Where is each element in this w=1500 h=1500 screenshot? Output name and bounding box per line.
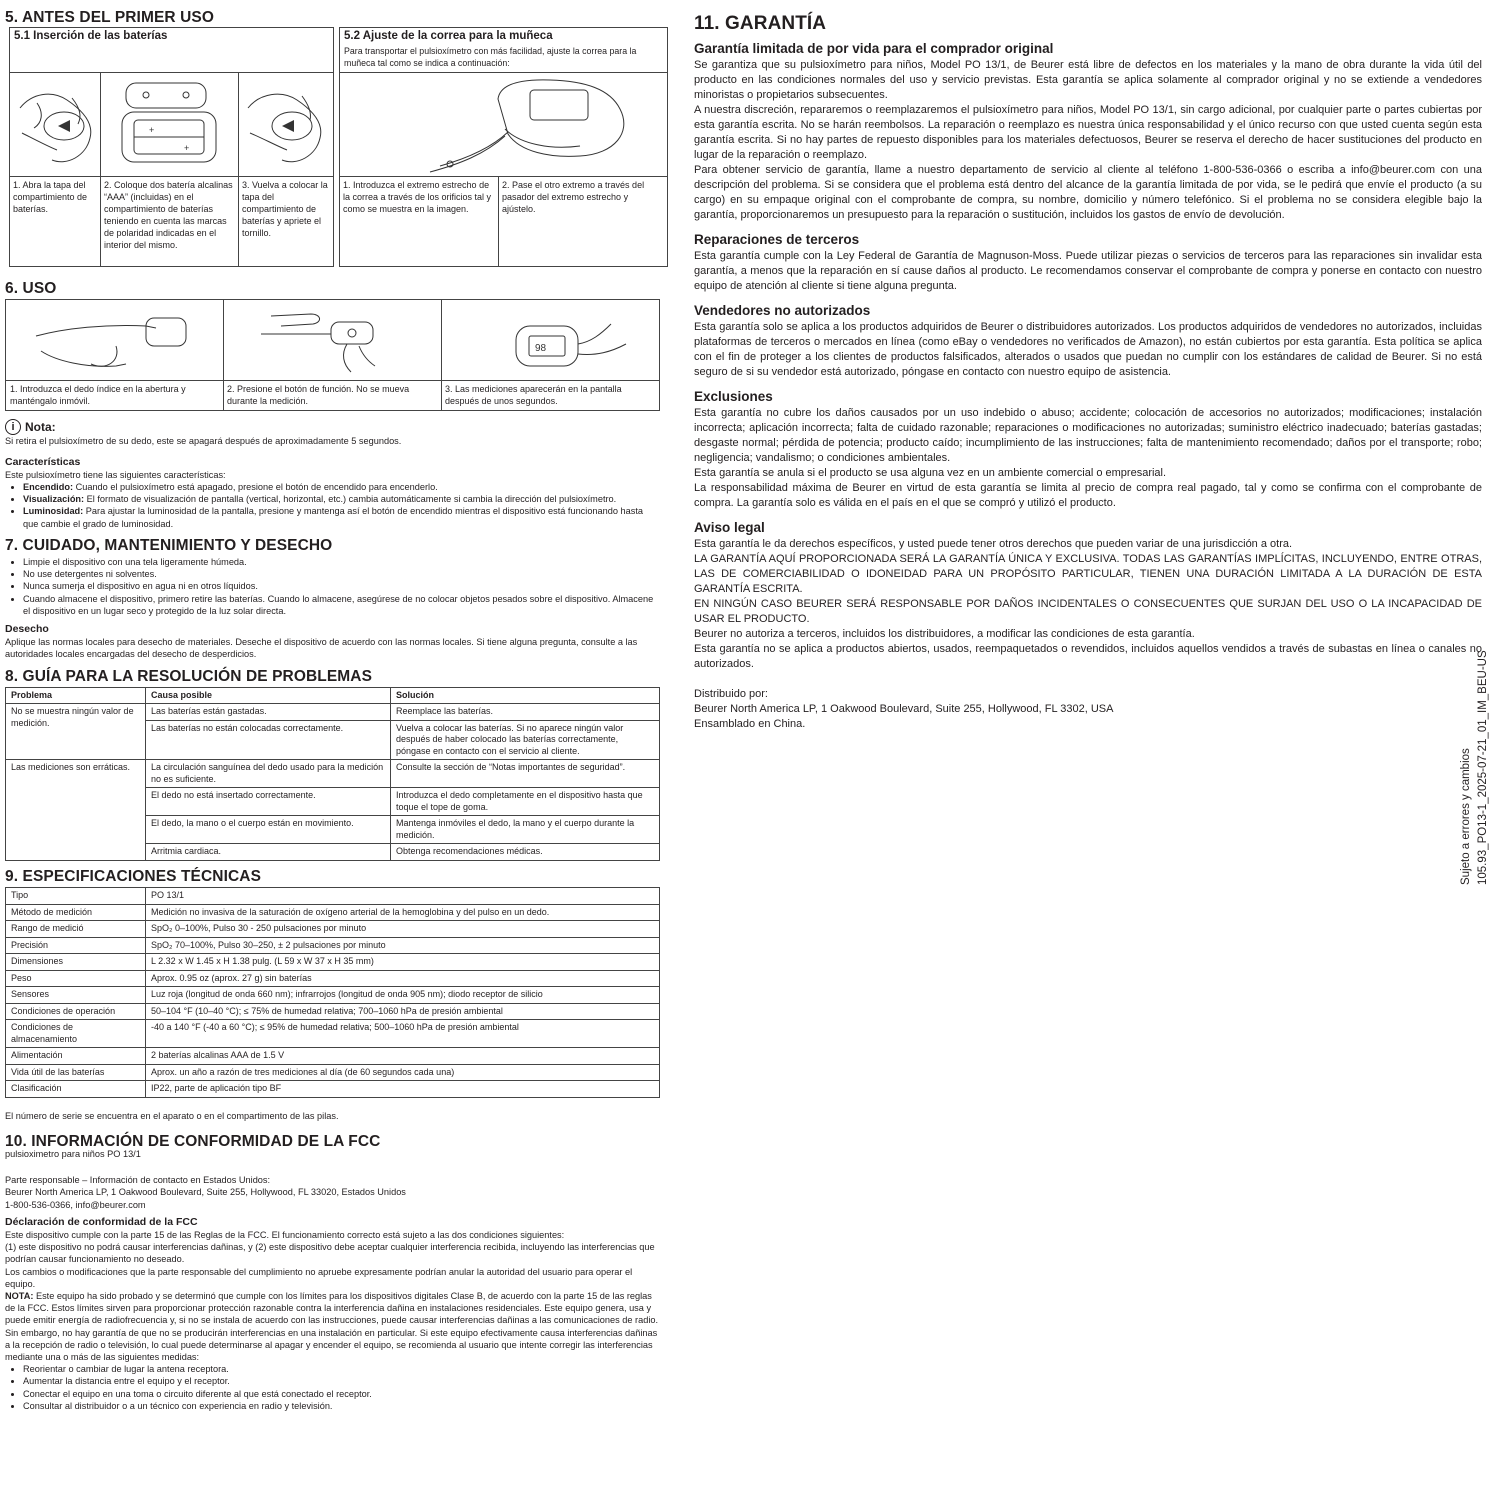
table-header: Solución <box>391 687 660 704</box>
care-item: • Nunca sumerja el dispositivo en agua ni en otros líquidos. <box>23 580 660 592</box>
warranty-paragraph: La responsabilidad máxima de Beurer en virtud de esta garantía se limita al precio de compra real pagado, tal y como se confirma con el comprobante de compra. La garantía solo es válida en el país en el que se compró y utilizó el producto. <box>694 482 1482 509</box>
table-row <box>6 987 660 1004</box>
wrist-strap-intro: Para transportar el pulsioxímetro con más facilidad, ajuste la correa para la muñeca tal como se indica a continuación: <box>344 46 637 68</box>
legal-paragraph: EN NINGÚN CASO BEURER SERÁ RESPONSABLE POR DAÑOS INCIDENTALES O CONSECUENTES QUE SURJAN DEL USO O LA INCAPACIDAD DE USAR EL PRODUCTO. <box>694 598 1482 625</box>
insert-batteries-illustration <box>104 78 236 172</box>
spec-label: Rango de medició <box>6 921 146 938</box>
spec-label: Clasificación <box>6 1081 146 1098</box>
legal-notice-title: Aviso legal <box>694 520 765 535</box>
reading-display-illustration <box>461 304 651 376</box>
side-disclaimer: Sujeto a errores y cambios <box>1460 748 1472 885</box>
spec-label: Precisión <box>6 937 146 954</box>
note-heading <box>5 419 660 435</box>
battery-insertion-box <box>9 27 334 267</box>
section-9-title: 9. ESPECIFICACIONES TÉCNICAS <box>5 867 262 885</box>
battery-step-3: 3. Vuelva a colocar la tapa del compartimiento de baterías y apriete el tornillo. <box>242 180 328 239</box>
table-row: Las baterías no están colocadas correctamente. Vuelva a colocar las baterías. Si no aparece ningún valor después de haber colocado las baterías correctamente, póngase en contacto con el servicio al cliente. <box>6 720 660 760</box>
legal-paragraph: Esta garantía no se aplica a productos abiertos, usados, reempaquetados o revendidos, incluidos aquellos vendidos a través de subastas en línea o canales no autorizados. <box>694 643 1482 670</box>
feature-item: • Visualización: El formato de visualización de pantalla (vertical, horizontal, etc.) cambia automáticamente si cambia la dirección del pulsioxímetro. <box>23 493 660 505</box>
table-row <box>6 1048 660 1065</box>
spec-label: Condiciones de almacenamiento <box>6 1020 146 1048</box>
serial-note: El número de serie se encuentra en el aparato o en el compartimento de las pilas. <box>5 1110 339 1121</box>
fcc-measure: • Consultar al distribuidor o a un técnico con experiencia en radio y televisión. <box>23 1400 660 1412</box>
usage-step-2: 2. Presione el botón de función. No se mueva durante la medición. <box>227 384 410 407</box>
spec-value: SpO₂ 70–100%, Pulso 30–250, ± 2 pulsaciones por minuto <box>146 937 660 954</box>
legal-paragraph: Esta garantía le da derechos específicos, y usted puede tener otros derechos que pueden variar de una jurisdicción a otra. <box>694 538 1293 550</box>
insert-finger-illustration <box>26 306 206 376</box>
disposal-title: Desecho <box>5 623 49 636</box>
spec-label: Condiciones de operación <box>6 1003 146 1020</box>
fcc-declaration-text: Los cambios o modificaciones que la parte responsable del cumplimiento no apruebe expresamente podrían anular la autoridad del usuario para operar el equipo. <box>5 1266 633 1289</box>
spec-value: IP22, parte de aplicación tipo BF <box>146 1081 660 1098</box>
table-row <box>6 954 660 971</box>
table-row <box>6 904 660 921</box>
fcc-declaration-title: Déclaración de conformidad de la FCC <box>5 1215 198 1228</box>
table-row <box>6 888 660 905</box>
care-item: • No use detergentes ni solventes. <box>23 568 660 580</box>
responsible-party-line: Beurer North America LP, 1 Oakwood Boulevard, Suite 255, Hollywood, FL 33020, Estados Unidos <box>5 1187 406 1198</box>
spec-label: Sensores <box>6 987 146 1004</box>
display-reading: 98 <box>535 343 547 355</box>
lifetime-warranty-title: Garantía limitada de por vida para el comprador original <box>694 41 1054 56</box>
care-item: • Limpie el dispositivo con una tela ligeramente húmeda. <box>23 556 660 568</box>
usage-step-3: 3. Las mediciones aparecerán en la pantalla después de unos segundos. <box>445 384 622 407</box>
side-footer <box>1458 650 1492 885</box>
warranty-paragraph: Esta garantía no cubre los daños causados por un uso indebido o abuso; accidente; colocación de accesorios no autorizados; modificaciones; instalación incorrecta; aplicación incorrecta; falta de cuidado razonable; reparaciones o modificaciones no autorizadas; suministro eléctrico inadecuado; baterías gastadas; desgaste normal; pérdida de potencia; producto caído; incumplimiento de las instrucciones; falta de mantenimiento recomendado; daños por el transporte; robo; negligencia; vandalismo; o condiciones ambientales. <box>694 407 1482 464</box>
battery-step-2: 2. Coloque dos batería alcalinas “AAA” (incluidas) en el compartimiento de baterías teniendo en cuenta las marcas de polaridad indicadas en el interior del mismo. <box>104 180 233 251</box>
press-button-illustration <box>251 304 421 376</box>
spec-value: 2 baterías alcalinas AAA de 1.5 V <box>146 1048 660 1065</box>
exclusions-title: Exclusiones <box>694 389 773 404</box>
table-row: Las mediciones son erráticas. La circulación sanguínea del dedo usado para la medición no es suficiente. Consulte la sección de “Notas importantes de seguridad”. <box>6 760 660 788</box>
right-column <box>694 13 1482 732</box>
features-title: Características <box>5 455 81 468</box>
distributor-line: Distribuido por: <box>694 688 768 700</box>
responsible-party-line: Parte responsable – Información de contacto en Estados Unidos: <box>5 1175 271 1186</box>
wrist-strap-illustration <box>410 74 660 174</box>
fcc-measure: • Reorientar o cambiar de lugar la antena receptora. <box>23 1363 660 1375</box>
fcc-measures-list <box>5 1363 660 1412</box>
specifications-table <box>5 887 660 1098</box>
distributor-line: Beurer North America LP, 1 Oakwood Boulevard, Suite 255, Hollywood, FL 3302, USA <box>694 703 1114 715</box>
section-10-title: 10. INFORMACIÓN DE CONFORMIDAD DE LA FCC <box>5 1132 381 1150</box>
care-item: • Cuando almacene el dispositivo, primero retire las baterías. Cuando lo almacene, asegúrese de no colocar objetos pesados sobre el dispositivo. Almacene el dispositivo en un lugar seco y protegido de la luz solar directa. <box>23 593 660 617</box>
spec-value: Medición no invasiva de la saturación de oxígeno arterial de la hemoglobina y del pulso en un dedo. <box>146 904 660 921</box>
note-text: Si retira el pulsioxímetro de su dedo, este se apagará después de aproximadamente 5 segundos. <box>5 436 402 447</box>
close-battery-cover-illustration <box>242 78 330 172</box>
fcc-measure: • Aumentar la distancia entre el equipo y el receptor. <box>23 1375 660 1387</box>
table-row <box>6 1020 660 1048</box>
document-code: 105.93_PO13-1_2025-07-21_01_IM_BEU-US <box>1477 650 1489 885</box>
section-7-title: 7. CUIDADO, MANTENIMIENTO Y DESECHO <box>5 536 333 554</box>
spec-value: PO 13/1 <box>146 888 660 905</box>
spec-value: L 2.32 x W 1.45 x H 1.38 pulg. (L 59 x W 37 x H 35 mm) <box>146 954 660 971</box>
features-intro: Este pulsioxímetro tiene las siguientes características: <box>5 469 226 480</box>
table-row <box>6 970 660 987</box>
warranty-paragraph: Se garantiza que su pulsioxímetro para niños, Model PO 13/1, de Beurer está libre de defectos en los materiales y la mano de obra durante la vida útil del producto en las condiciones normales del uso y servicio previstas. Esta garantía se aplica solamente al comprador original y no se extiende a vendedores minoristas o propietarios subsecuentes. <box>694 59 1482 101</box>
unauthorized-vendors-title: Vendedores no autorizados <box>694 303 871 318</box>
table-row <box>6 921 660 938</box>
fcc-declaration-text: Este dispositivo cumple con la parte 15 de las Reglas de la FCC. El funcionamiento correcto está sujeto a las dos condiciones siguientes: <box>5 1229 565 1240</box>
third-party-title: Reparaciones de terceros <box>694 232 860 247</box>
spec-label: Alimentación <box>6 1048 146 1065</box>
note-title: Nota: <box>25 420 56 435</box>
fcc-declaration-text: (1) este dispositivo no podrá causar interferencias dañinas, y (2) este dispositivo debe aceptar cualquier interferencia recibida, incluyendo las interferencias que podrían causar funcionamiento no deseado. <box>5 1242 655 1265</box>
legal-paragraph: LA GARANTÍA AQUÍ PROPORCIONADA SERÁ LA GARANTÍA ÚNICA Y EXCLUSIVA. TODAS LAS GARANTÍAS IMPLÍCITAS, INCLUYENDO, ENTRE OTRAS, LAS DE COMERCIABILIDAD O IDONEIDAD PARA UN PROPÓSITO PARTICULAR, TIENEN UNA DURACIÓN LIMITADA A LA DURACIÓN DE ESTA GARANTÍA ESCRITA. <box>694 553 1482 595</box>
spec-label: Método de medición <box>6 904 146 921</box>
table-row: El dedo no está insertado correctamente. Introduzca el dedo completamente en el dispositivo hasta que toque el tope de goma. <box>6 788 660 816</box>
svg-text:+: + <box>184 143 190 154</box>
care-list <box>5 556 660 617</box>
strap-step-1: 1. Introduzca el extremo estrecho de la correa a través de los orificios tal y como se muestra en la imagen. <box>343 180 492 215</box>
warranty-paragraph: Para obtener servicio de garantía, llame a nuestro departamento de servicio al cliente al teléfono 1-800-536-0366 o escriba a info@beurer.com con una descripción del problema. Si se considera que el problema está dentro del alcance de la garantía limitada de por vida, se le pedirá que envíe el producto (a su cargo) en su empaque original con el comprobante de compra, su nombre, domicilio y número telefónico. Si el problema no se considera elegible bajo la garantía, proporcionaremos un presupuesto para la reparación o sustitución, incluidos los gastos de envío de devolución. <box>694 164 1482 221</box>
feature-item: • Encendido: Cuando el pulsioxímetro está apagado, presione el botón de encendido para encenderlo. <box>23 481 660 493</box>
spec-value: -40 a 140 °F (-40 a 60 °C); ≤ 95% de humedad relativa; 500–1060 hPa de presión ambiental <box>146 1020 660 1048</box>
problem-cell: Las mediciones son erráticas. <box>6 760 146 861</box>
spec-value: Aprox. 0.95 oz (aprox. 27 g) sin baterías <box>146 970 660 987</box>
table-row <box>6 937 660 954</box>
spec-label: Dimensiones <box>6 954 146 971</box>
table-header: Causa posible <box>146 687 391 704</box>
spec-value: Luz roja (longitud de onda 660 nm); infrarrojos (longitud de onda 905 nm); diodo receptor de silicio <box>146 987 660 1004</box>
spec-value: Aprox. un año a razón de tres mediciones al día (de 60 segundos cada una) <box>146 1064 660 1081</box>
feature-item: • Luminosidad: Para ajustar la luminosidad de la pantalla, presione y mantenga así el botón de encendido mientras el dispositivo está funcionando hasta que cambie el grado de luminosidad. <box>23 505 660 529</box>
distributor-line: Ensamblado en China. <box>694 718 806 730</box>
disposal-text: Aplique las normas locales para desecho de materiales. Deseche el dispositivo de acuerdo con las normas locales. Si tiene alguna pregunta, consulte a las autoridades locales encargadas del desecho de desperdicios. <box>5 637 638 660</box>
section-8-title: 8. GUÍA PARA LA RESOLUCIÓN DE PROBLEMAS <box>5 667 373 685</box>
warranty-paragraph: Esta garantía se anula si el producto se usa alguna vez en un ambiente comercial o empresarial. <box>694 467 1167 479</box>
spec-value: 50–104 °F (10–40 °C); ≤ 75% de humedad relativa; 700–1060 hPa de presión ambiental <box>146 1003 660 1020</box>
strap-step-2: 2. Pase el otro extremo a través del pasador del extremo estrecho y ajústelo. <box>502 180 645 215</box>
battery-insertion-title: 5.1 Inserción de las baterías <box>14 30 168 43</box>
troubleshooting-table <box>5 687 660 861</box>
spec-value: SpO₂ 0–100%, Pulso 30 - 250 pulsaciones por minuto <box>146 921 660 938</box>
section-6-title: 6. USO <box>5 280 57 298</box>
table-row <box>6 1003 660 1020</box>
fcc-subtitle: pulsioximetro para niños PO 13/1 <box>5 1148 141 1159</box>
open-battery-cover-illustration <box>12 78 98 172</box>
problem-cell: No se muestra ningún valor de medición. <box>6 704 146 760</box>
section-5-figures <box>5 27 660 273</box>
fcc-measure: • Conectar el equipo en una toma o circuito diferente al que está conectado el receptor. <box>23 1388 660 1400</box>
table-row: Arritmia cardiaca. Obtenga recomendaciones médicas. <box>6 844 660 861</box>
usage-step-1: 1. Introduzca el dedo índice en la abertura y manténgalo inmóvil. <box>10 384 186 407</box>
section-5-title: 5. ANTES DEL PRIMER USO <box>5 9 214 26</box>
left-column <box>5 9 660 1412</box>
legal-paragraph: Beurer no autoriza a terceros, incluidos los distribuidores, a modificar las condiciones de esta garantía. <box>694 628 1195 640</box>
usage-figures <box>5 299 660 411</box>
warranty-paragraph: Esta garantía cumple con la Ley Federal de Garantía de Magnuson-Moss. Puede utilizar piezas o servicios de terceros para las reparaciones sin invalidar esta garantía, a menos que la reparación en sí cause daños al producto. Le recomendamos conservar el comprobante de compra y ponerse en contacto con nuestro equipo de atención al cliente si tiene alguna pregunta. <box>694 250 1482 292</box>
section-11-title: 11. GARANTÍA <box>694 13 827 34</box>
spec-label: Peso <box>6 970 146 987</box>
table-header: Problema <box>6 687 146 704</box>
battery-step-1: 1. Abra la tapa del compartimiento de baterías. <box>13 180 88 215</box>
svg-text:+: + <box>149 125 155 136</box>
table-row <box>6 1081 660 1098</box>
spec-label: Tipo <box>6 888 146 905</box>
table-row: No se muestra ningún valor de medición. Las baterías están gastadas. Reemplace las baterías. <box>6 704 660 721</box>
warranty-paragraph: A nuestra discreción, repararemos o reemplazaremos el pulsioxímetro para niños, Model PO 13/1, sin cargo adicional, por cualquier parte o partes cubiertas por esta garantía escrita. No se harán reembolsos. La reparación o reemplazo es nuestra única responsabilidad y el único recurso con que usted cuenta según esta garantía escrita. Si no hay partes de repuesto disponibles para los materiales defectuosos, Beurer se reserva el derecho de hacer sustituciones del producto en lugar de la reparación o reemplazo. <box>694 104 1482 161</box>
wrist-strap-box <box>339 27 668 267</box>
fcc-note: NOTA: Este equipo ha sido probado y se determinó que cumple con los límites para los dispositivos digitales Clase B, de acuerdo con la parte 15 de las reglas de la FCC. Estos límites sirven para proporcionar protección razonable contra la interferencia dañina en instalaciones residenciales. Este equipo genera, usa y puede emitir energía de radiofrecuencia y, si no se instala de acuerdo con las instrucciones, puede causar interferencias dañinas a las comunicaciones de radio. Sin embargo, no hay garantía de que no se producirán interferencias en una instalación en particular. Si este equipo efectivamente causa interferencias dañinas a la recepción de radio o televisión, lo cual puede determinarse al apagar y encender el equipo, se recomienda al usuario que intente corregir las interferencias mediante una o más de las siguientes medidas: <box>5 1291 659 1363</box>
info-icon: i <box>5 419 21 435</box>
responsible-party-line: 1-800-536-0366, info@beurer.com <box>5 1199 146 1210</box>
wrist-strap-title: 5.2 Ajuste de la correa para la muñeca <box>344 30 553 43</box>
warranty-paragraph: Esta garantía solo se aplica a los productos adquiridos de Beurer o distribuidores autorizados. Los productos adquiridos de vendedores no autorizados, incluidas plataformas de terceros o mercados en línea (como eBay o vendedores no verificados de Amazon), no están cubiertos por esta garantía. Esta política se aplica con el fin de proteger a los clientes de productos falsificados, alterados o usados que puedan no cumplir con los estándares de calidad de Beurer. Si no está seguro de si su vendedor está autorizado, póngase en contacto con nuestro equipo de asistencia. <box>694 321 1482 378</box>
table-row <box>6 1064 660 1081</box>
spec-label: Vida útil de las baterías <box>6 1064 146 1081</box>
table-row: El dedo, la mano o el cuerpo están en movimiento. Mantenga inmóviles el dedo, la mano y el cuerpo durante la medición. <box>6 816 660 844</box>
features-list <box>5 481 660 530</box>
